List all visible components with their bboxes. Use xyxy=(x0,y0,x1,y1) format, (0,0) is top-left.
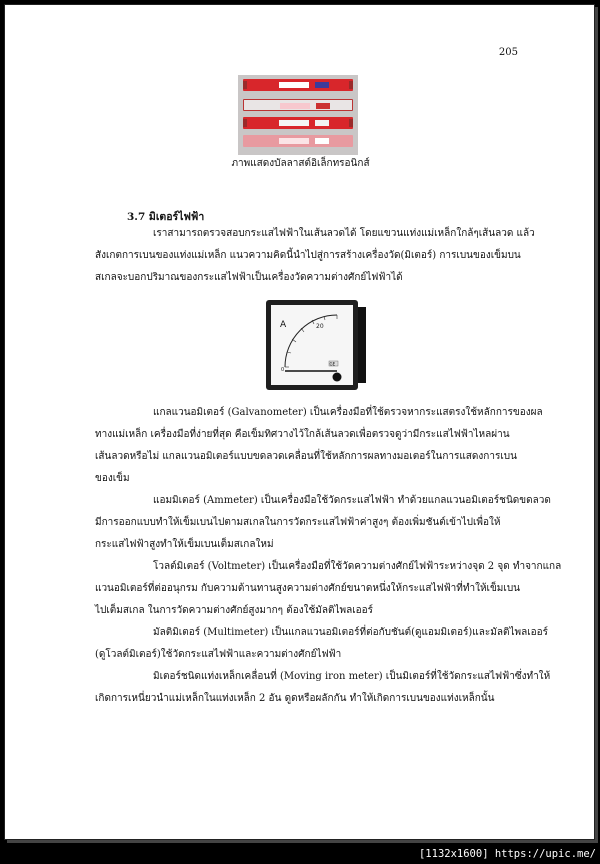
electronic-ballast-image xyxy=(238,75,358,155)
body-line: ทางแม่เหล็ก เครื่องมือที่ง่ายที่สุด คือเข็มทิศวางไว้ใกล้เส้นลวดเพื่อตรวจดูว่ามีกระแสไฟฟ้าไหลผ่าน xyxy=(95,429,510,440)
body-line: มัลติมิเตอร์ (Multimeter) เป็นแกลแวนอมิเตอร์ที่ต่อกับชันต์(ดูแอมมิเตอร์)และมัลติไพลเออร์ xyxy=(153,627,549,638)
body-line: (ดูโวลต์มิเตอร์)ใช้วัดกระแสไฟฟ้าและความต่างศักย์ไฟฟ้า xyxy=(95,649,342,660)
body-line: กระแสไฟฟ้าสูงทำให้เข็มเบนเต็มสเกลใหม่ xyxy=(95,539,274,550)
document-page xyxy=(4,4,595,840)
body-line: เกิดการเหนี่ยวนำแม่เหล็กในแท่งเหล็ก 2 อัน ดูดหรือผลักกัน ทำให้เกิดการเบนของแท่งเหล็กนั้น xyxy=(95,693,495,704)
ammeter-image xyxy=(263,297,368,393)
section-heading: 3.7 มิเตอร์ไฟฟ้า xyxy=(127,211,205,223)
body-line: โวลต์มิเตอร์ (Voltmeter) เป็นเครื่องมือที่ใช้วัดความต่างศักย์ไฟฟ้าระหว่างจุด 2 จุด ทำจากแกล xyxy=(153,561,562,572)
body-line: แวนอมิเตอร์ที่ต่ออนุกรม กับความต้านทานสูงความต่างศักย์ขนาดหนึ่งให้กระแสไฟฟ้าที่ทำให้เข็มเบน xyxy=(95,583,521,594)
body-line: มีการออกแบบทำให้เข็มเบนไปตามสเกลในการวัดกระแสไฟฟ้าค่าสูงๆ ต้องเพิ่มชันต์เข้าไปเพื่อให้ xyxy=(95,517,501,528)
figure-caption: ภาพแสดงบัลลาสต์อิเล็กทรอนิกส์ xyxy=(231,158,370,169)
meter-unit-symbol: A xyxy=(280,320,287,330)
intro-line: สังเกตการเบนของแท่งแม่เหล็ก แนวความคิดนี้นำไปสู่การสร้างเครื่องวัด(มิเตอร์) การเบนของเข็มบน xyxy=(95,250,521,261)
page-number: 205 xyxy=(498,47,518,58)
body-line: แกลแวนอมิเตอร์ (Galvanometer) เป็นเครื่องมือที่ใช้ตรวจหากระแสตรงใช้หลักการของผล xyxy=(153,407,543,418)
meter-scale-zero: 0 xyxy=(281,367,285,373)
meter-scale-top: 20 xyxy=(316,323,324,330)
body-line: ไปเต็มสเกล ในการวัดความต่างศักย์สูงมากๆ ต้องใช้มัลติไพลเออร์ xyxy=(95,605,374,616)
intro-line: สเกลจะบอกปริมาณของกระแสไฟฟ้าเป็นเครื่องวัดความต่างศักย์ไฟฟ้าได้ xyxy=(95,272,403,283)
footer-watermark: [1132x1600] https://upic.me/ xyxy=(418,848,596,860)
body-line: ของเข็ม xyxy=(95,473,130,484)
meter-brand: GE xyxy=(329,361,336,367)
body-line: เส้นลวดหรือไม่ แกลแวนอมิเตอร์แบบขดลวดเคลื่อนที่ใช้หลักการผลทางมอเตอร์ในการแสดงการเบน xyxy=(95,451,517,462)
body-line: มิเตอร์ชนิดแท่งเหล็กเคลื่อนที่ (Moving iron meter) เป็นมิเตอร์ที่ใช้วัดกระแสไฟฟ้าซึ่งทำให้ xyxy=(153,671,551,682)
body-line: แอมมิเตอร์ (Ammeter) เป็นเครื่องมือใช้วัดกระแสไฟฟ้า ทำด้วยแกลแวนอมิเตอร์ชนิดขดลวด xyxy=(153,495,551,506)
intro-line: เราสามารถตรวจสอบกระแสไฟฟ้าในเส้นลวดได้ โดยแขวนแท่งแม่เหล็กใกล้ๆเส้นลวด แล้ว xyxy=(153,228,535,239)
